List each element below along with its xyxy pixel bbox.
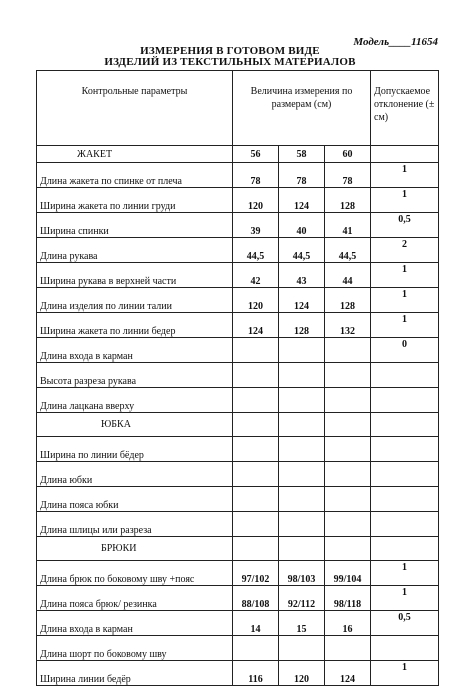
value-cell: 124	[325, 661, 371, 686]
value-cell: 99/104	[325, 561, 371, 586]
value-cell	[325, 512, 371, 537]
value-cell	[325, 487, 371, 512]
value-cell	[233, 512, 279, 537]
value-cell	[325, 363, 371, 388]
parameter-label: Высота разреза рукава	[37, 363, 233, 388]
value-cell	[233, 388, 279, 413]
parameter-label: Длина лацкана вверху	[37, 388, 233, 413]
table-row	[37, 661, 439, 686]
parameter-label: Ширина жакета по линии груди	[37, 188, 233, 213]
value-cell: 124	[279, 288, 325, 313]
value-cell: 124	[233, 313, 279, 338]
value-cell	[279, 437, 325, 462]
parameter-label: Длина рукава	[37, 238, 233, 263]
tolerance-cell: 1	[371, 288, 439, 313]
parameter-label: Длина жакета по спинке от плеча	[37, 163, 233, 188]
tolerance-cell	[371, 413, 439, 437]
table-row	[37, 363, 439, 388]
table-row	[37, 462, 439, 487]
size-header-cell	[233, 413, 279, 437]
tolerance-cell: 1	[371, 188, 439, 213]
value-cell	[233, 487, 279, 512]
measurements-table-body	[37, 71, 439, 686]
value-cell	[279, 487, 325, 512]
section-header-row	[37, 537, 439, 561]
value-cell: 116	[233, 661, 279, 686]
tolerance-cell: 0,5	[371, 213, 439, 238]
parameter-label: Длина пояса юбки	[37, 487, 233, 512]
value-cell	[279, 462, 325, 487]
measurements-table	[36, 70, 439, 686]
document-title-line-1: ИЗМЕРЕНИЯ В ГОТОВОМ ВИДЕ	[140, 45, 320, 57]
value-cell: 42	[233, 263, 279, 288]
tolerance-cell: 1	[371, 661, 439, 686]
value-cell: 128	[279, 313, 325, 338]
value-cell: 124	[279, 188, 325, 213]
value-cell: 128	[325, 188, 371, 213]
size-header-cell: 60	[325, 146, 371, 163]
value-cell: 41	[325, 213, 371, 238]
header-params: Контрольные параметры	[37, 71, 233, 146]
model-number: Модель____11654	[353, 36, 438, 48]
value-cell	[325, 437, 371, 462]
value-cell: 44,5	[279, 238, 325, 263]
value-cell	[279, 338, 325, 363]
table-row	[37, 487, 439, 512]
tolerance-cell	[371, 487, 439, 512]
size-header-cell	[279, 537, 325, 561]
table-row	[37, 163, 439, 188]
section-name: ЮБКА	[37, 413, 233, 437]
section-name: БРЮКИ	[37, 537, 233, 561]
table-row	[37, 213, 439, 238]
parameter-label: Ширина рукава в верхней части	[37, 263, 233, 288]
table-row	[37, 338, 439, 363]
value-cell: 78	[325, 163, 371, 188]
tolerance-cell	[371, 363, 439, 388]
value-cell	[279, 388, 325, 413]
table-row	[37, 263, 439, 288]
value-cell	[325, 636, 371, 661]
value-cell: 14	[233, 611, 279, 636]
value-cell	[279, 636, 325, 661]
size-header-cell	[325, 537, 371, 561]
value-cell	[325, 388, 371, 413]
parameter-label: Длина входа в карман	[37, 338, 233, 363]
value-cell	[325, 338, 371, 363]
table-row	[37, 512, 439, 537]
tolerance-cell: 1	[371, 313, 439, 338]
parameter-label: Длина шорт по боковому шву	[37, 636, 233, 661]
value-cell: 128	[325, 288, 371, 313]
tolerance-cell: 0	[371, 338, 439, 363]
parameter-label: Длина шлицы или разреза	[37, 512, 233, 537]
value-cell: 97/102	[233, 561, 279, 586]
document-title-line-2: ИЗДЕЛИЙ ИЗ ТЕКСТИЛЬНЫХ МАТЕРИАЛОВ	[104, 56, 356, 68]
value-cell: 78	[279, 163, 325, 188]
header-sizes: Величина измерения по размерам (см)	[233, 71, 371, 146]
section-header-row	[37, 413, 439, 437]
value-cell	[233, 636, 279, 661]
value-cell	[233, 363, 279, 388]
parameter-label: Длина входа в карман	[37, 611, 233, 636]
parameter-label: Длина пояса брюк/ резинка	[37, 586, 233, 611]
size-header-cell	[279, 413, 325, 437]
value-cell: 120	[233, 288, 279, 313]
table-row	[37, 313, 439, 338]
parameter-label: Ширина по линии бёдер	[37, 437, 233, 462]
size-header-cell	[325, 413, 371, 437]
table-row	[37, 437, 439, 462]
value-cell: 132	[325, 313, 371, 338]
table-row	[37, 188, 439, 213]
parameter-label: Ширина линии бедёр	[37, 661, 233, 686]
value-cell	[325, 462, 371, 487]
table-row	[37, 636, 439, 661]
table-row	[37, 238, 439, 263]
value-cell: 98/103	[279, 561, 325, 586]
value-cell	[279, 363, 325, 388]
tolerance-cell	[371, 636, 439, 661]
tolerance-cell: 1	[371, 263, 439, 288]
tolerance-cell: 1	[371, 586, 439, 611]
value-cell: 44	[325, 263, 371, 288]
size-header-cell: 58	[279, 146, 325, 163]
table-row	[37, 388, 439, 413]
tolerance-cell	[371, 437, 439, 462]
value-cell	[233, 338, 279, 363]
value-cell: 44,5	[325, 238, 371, 263]
size-header-cell: 56	[233, 146, 279, 163]
tolerance-cell: 2	[371, 238, 439, 263]
value-cell: 15	[279, 611, 325, 636]
table-row	[37, 288, 439, 313]
tolerance-cell: 1	[371, 163, 439, 188]
tolerance-cell	[371, 512, 439, 537]
value-cell: 44,5	[233, 238, 279, 263]
value-cell: 98/118	[325, 586, 371, 611]
value-cell: 88/108	[233, 586, 279, 611]
value-cell: 120	[233, 188, 279, 213]
parameter-label: Ширина спинки	[37, 213, 233, 238]
table-row	[37, 611, 439, 636]
size-header-cell	[233, 537, 279, 561]
value-cell: 78	[233, 163, 279, 188]
parameter-label: Длина брюк по боковому шву +пояс	[37, 561, 233, 586]
value-cell: 120	[279, 661, 325, 686]
tolerance-cell	[371, 388, 439, 413]
parameter-label: Длина юбки	[37, 462, 233, 487]
tolerance-cell	[371, 537, 439, 561]
tolerance-cell	[371, 146, 439, 163]
value-cell	[279, 512, 325, 537]
value-cell: 40	[279, 213, 325, 238]
value-cell: 92/112	[279, 586, 325, 611]
tolerance-cell: 0,5	[371, 611, 439, 636]
value-cell: 43	[279, 263, 325, 288]
tolerance-cell: 1	[371, 561, 439, 586]
table-row	[37, 586, 439, 611]
table-row	[37, 561, 439, 586]
tolerance-cell	[371, 462, 439, 487]
section-header-row	[37, 146, 439, 163]
value-cell	[233, 462, 279, 487]
table-header-row	[37, 71, 439, 146]
value-cell: 16	[325, 611, 371, 636]
parameter-label: Ширина жакета по линии бедер	[37, 313, 233, 338]
value-cell: 39	[233, 213, 279, 238]
parameter-label: Длина изделия по линии талии	[37, 288, 233, 313]
header-tolerance: Допускаемое отклонение (± см)	[371, 71, 439, 146]
section-name: ЖАКЕТ	[37, 146, 233, 163]
value-cell	[233, 437, 279, 462]
